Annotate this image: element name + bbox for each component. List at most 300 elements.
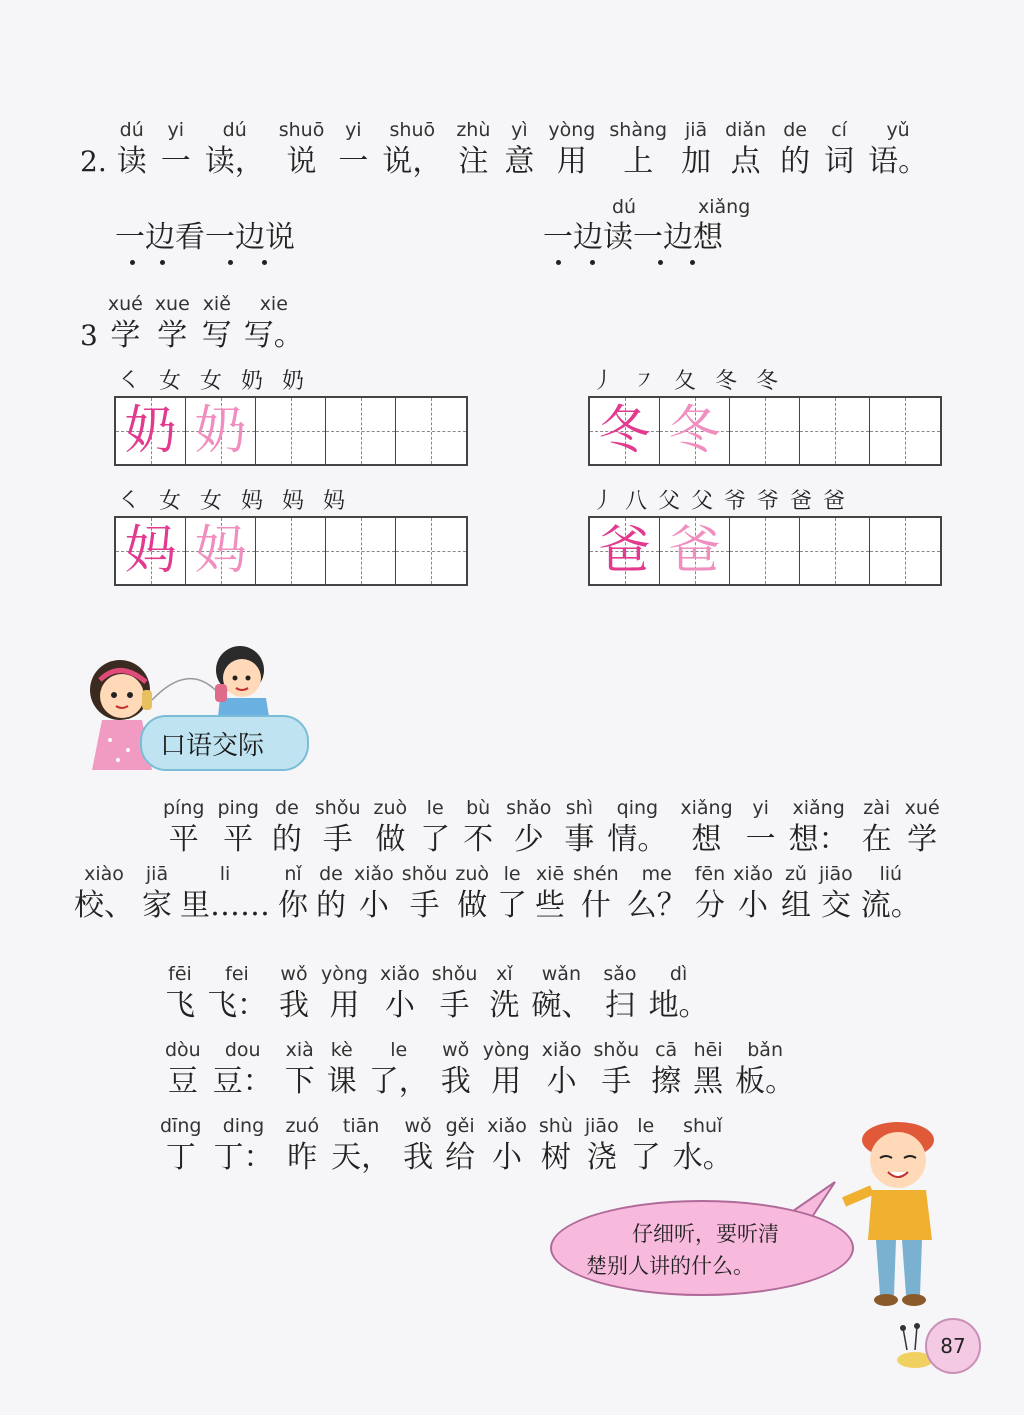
pinyin-hanzi-unit (535, 862, 565, 926)
pinyin-hanzi-unit (161, 118, 191, 182)
pinyin-hanzi-unit (374, 796, 408, 860)
pinyin: shǒu (431, 963, 478, 985)
hanzi: 注 (458, 144, 489, 179)
pinyin: wǒ (280, 963, 308, 985)
pinyin: le (503, 863, 521, 885)
grid-cell[interactable] (396, 518, 466, 584)
pinyin-hanzi-unit (272, 796, 302, 860)
hanzi: 做 (457, 888, 488, 923)
pinyin-hanzi-unit (868, 118, 928, 182)
pinyin-hanzi-unit (585, 1114, 619, 1178)
hanzi: 分 (694, 888, 725, 923)
hanzi: 给 (445, 1140, 476, 1175)
hanzi: 树 (540, 1140, 571, 1175)
hanzi: 语。 (868, 144, 929, 179)
pinyin: gěi (445, 1115, 475, 1137)
pinyin: xiǎo (733, 863, 773, 885)
pinyin: xue (154, 293, 190, 315)
pinyin-xiang: xiǎng (698, 196, 751, 218)
pinyin-hanzi-unit (548, 118, 595, 182)
pinyin: xiào (84, 863, 124, 885)
grid-cell[interactable] (256, 398, 326, 464)
pinyin: píng (163, 797, 205, 819)
pinyin: li (219, 863, 231, 885)
trace-char: 冬 (668, 401, 721, 461)
hanzi: 学 (907, 822, 938, 857)
hanzi: 手 (322, 822, 353, 857)
pinyin: xiǎng (792, 797, 845, 819)
grid-cell (660, 518, 730, 584)
pinyin-hanzi-unit (382, 118, 442, 182)
pinyin-hanzi-unit (487, 1114, 527, 1178)
q3-number: 3 (80, 319, 98, 352)
trace-char: 奶 (194, 401, 247, 461)
pinyin: xiǎo (487, 1115, 527, 1137)
pinyin-hanzi-unit (74, 862, 134, 926)
pinyin: bǎn (747, 1039, 783, 1061)
pinyin-hanzi-unit (354, 862, 394, 926)
pinyin-hanzi-unit (369, 1038, 429, 1102)
pinyin: dú (222, 119, 247, 141)
hanzi: 用 (556, 144, 587, 179)
pinyin: de (783, 119, 807, 141)
pinyin-hanzi-unit (781, 862, 811, 926)
emphasis-dot (658, 260, 663, 265)
pinyin: shì (565, 797, 593, 819)
pinyin: xiē (535, 863, 565, 885)
grid-cell[interactable] (326, 398, 396, 464)
pinyin: yòng (482, 1039, 530, 1061)
pinyin: xué (904, 797, 940, 819)
grid-cell (116, 518, 186, 584)
pinyin: jiāo (818, 863, 853, 885)
phrase-look-say: 一边看一边说 (115, 220, 295, 255)
pinyin-hanzi-unit (905, 796, 940, 860)
emphasis-dot (160, 260, 165, 265)
pinyin-hanzi-unit (338, 118, 368, 182)
pinyin: zài (863, 797, 891, 819)
hanzi: 扫 (604, 988, 635, 1023)
grid-cell (186, 398, 256, 464)
hanzi: 一 (160, 144, 191, 179)
hanzi: 洗 (489, 988, 520, 1023)
writing-grid-dong (588, 396, 942, 466)
pinyin-hanzi-unit (725, 118, 766, 182)
dialog-feifei (165, 962, 721, 1026)
pinyin: shàng (609, 119, 668, 141)
pinyin: yǔ (886, 119, 910, 141)
hanzi: 我 (440, 1064, 471, 1099)
pinyin-hanzi-unit (165, 962, 195, 1026)
trace-char: 妈 (194, 521, 247, 581)
grid-cell (590, 398, 660, 464)
hanzi: 小 (358, 888, 389, 923)
stroke-order-dong: 丿 ㇇ 夂 冬 冬 (592, 369, 784, 394)
pinyin-hanzi-unit (163, 796, 204, 860)
hanzi: 交 (820, 888, 851, 923)
pinyin-hanzi-unit (497, 862, 527, 926)
pinyin: xiǎng (680, 797, 733, 819)
pinyin: shǒu (401, 863, 448, 885)
pinyin-hanzi-unit (321, 962, 368, 1026)
pinyin: sǎo (603, 963, 637, 985)
pinyin-hanzi-unit (445, 1114, 475, 1178)
pinyin: dou (224, 1039, 261, 1061)
pinyin: zuó (285, 1115, 320, 1137)
pinyin-hanzi-unit (456, 118, 490, 182)
pinyin: shuǐ (683, 1115, 723, 1137)
paragraph-line-1 (163, 796, 953, 860)
phrase-read-think: 一边读一边想 (543, 220, 723, 255)
q2-number: 2. (80, 145, 107, 178)
emphasis-dot (228, 260, 233, 265)
pinyin: me (641, 863, 672, 885)
pinyin: dīng (160, 1115, 202, 1137)
pinyin-hanzi-unit (631, 1114, 661, 1178)
stroke-order-nai: ㇛ 女 女 奶 奶 (118, 369, 310, 394)
pinyin-hanzi-unit (862, 796, 892, 860)
pinyin-hanzi-unit (680, 796, 732, 860)
hanzi: 写 (201, 318, 232, 353)
pinyin: yòng (321, 963, 368, 985)
pinyin-hanzi-unit (202, 292, 232, 356)
hanzi: 里…… (180, 888, 270, 923)
pinyin-hanzi-unit (331, 1114, 391, 1178)
pinyin: fei (225, 963, 249, 985)
pinyin: jiā (145, 863, 169, 885)
pinyin-hanzi-unit (733, 862, 773, 926)
pinyin: zuò (455, 863, 490, 885)
pinyin-hanzi-unit (108, 292, 143, 356)
pinyin-hanzi-unit (380, 962, 420, 1026)
hanzi: 上 (623, 144, 654, 179)
pinyin: shǒu (314, 797, 361, 819)
pinyin-hanzi-unit (609, 118, 667, 182)
pinyin: de (319, 863, 343, 885)
pinyin-hanzi-unit (180, 862, 270, 926)
hanzi: 说， (382, 144, 443, 179)
pinyin: xie (259, 293, 288, 315)
emphasis-dot (262, 260, 267, 265)
pinyin: jiāo (584, 1115, 619, 1137)
model-char: 爸 (598, 521, 651, 581)
pinyin-hanzi-unit (542, 1038, 582, 1102)
pinyin-hanzi-unit (681, 118, 711, 182)
hanzi: 少 (513, 822, 544, 857)
pinyin: bù (466, 797, 491, 819)
pinyin-hanzi-unit (627, 862, 687, 926)
q3-instruction (80, 292, 316, 356)
pinyin-hanzi-unit (455, 862, 489, 926)
hanzi: 的 (316, 888, 346, 923)
grid-cell[interactable] (326, 518, 396, 584)
hanzi: 丁： (213, 1140, 274, 1175)
pinyin-hanzi-unit (594, 1038, 640, 1102)
pinyin: zuò (373, 797, 408, 819)
pinyin-hanzi-unit (504, 118, 534, 182)
hanzi: 点 (730, 144, 761, 179)
hanzi: 么？ (626, 888, 687, 923)
pinyin: shù (538, 1115, 573, 1137)
pinyin: shǒu (593, 1039, 640, 1061)
writing-grid-nai (114, 396, 468, 466)
pinyin-hanzi-unit (861, 862, 921, 926)
pinyin-hanzi-unit (279, 962, 309, 1026)
hanzi: 一 (745, 822, 776, 857)
grid-cell (186, 518, 256, 584)
pinyin-hanzi-unit (279, 118, 325, 182)
pinyin-hanzi-unit (244, 292, 304, 356)
hanzi: 水。 (672, 1140, 733, 1175)
hanzi: 板。 (735, 1064, 796, 1099)
hanzi: 读 (116, 144, 147, 179)
hanzi: 碗、 (531, 988, 592, 1023)
section-title: 口语交际 (160, 731, 265, 761)
pinyin: shuō (278, 119, 325, 141)
pinyin-hanzi-unit (673, 1114, 733, 1178)
hanzi: 小 (384, 988, 415, 1023)
grid-cell[interactable] (800, 518, 870, 584)
pinyin: shǎo (506, 797, 552, 819)
pinyin-hanzi-unit (213, 1038, 273, 1102)
pinyin: dì (669, 963, 688, 985)
hanzi: 流。 (860, 888, 921, 923)
pinyin: diǎn (725, 119, 767, 141)
hanzi: 想 (691, 822, 722, 857)
page-number: 87 (925, 1318, 981, 1374)
hanzi: 擦 (651, 1064, 682, 1099)
pinyin-hanzi-unit (403, 1114, 433, 1178)
pinyin: zhù (456, 119, 491, 141)
hanzi: 了 (497, 888, 528, 923)
hanzi: 下 (284, 1064, 315, 1099)
pinyin-hanzi-unit (649, 962, 709, 1026)
hanzi: 的 (780, 144, 811, 179)
pinyin-hanzi-unit (824, 118, 854, 182)
pinyin: shuō (389, 119, 436, 141)
hanzi: 手 (409, 888, 440, 923)
hanzi: 校、 (74, 888, 134, 923)
pinyin-hanzi-unit (285, 1038, 315, 1102)
bubble-line-1: 仔细听，要听清 (632, 1222, 779, 1246)
dialog-doudou (165, 1038, 807, 1102)
pinyin: xià (285, 1039, 314, 1061)
pinyin-hanzi-unit (165, 1038, 201, 1102)
pinyin: de (275, 797, 299, 819)
pinyin: xiǎo (541, 1039, 582, 1061)
pinyin-hanzi-unit (489, 962, 519, 1026)
hanzi: 事 (564, 822, 595, 857)
hanzi: 加 (681, 144, 712, 179)
pinyin-hanzi-unit (278, 862, 308, 926)
hanzi: 飞 (165, 988, 195, 1023)
model-char: 妈 (124, 521, 177, 581)
pinyin-hanzi-unit (789, 796, 849, 860)
pinyin: xǐ (496, 963, 513, 985)
pinyin: xiě (202, 293, 231, 315)
pinyin-hanzi-unit (780, 118, 810, 182)
pinyin-hanzi-unit (420, 796, 450, 860)
pinyin-hanzi-unit (819, 862, 853, 926)
hanzi: 的 (271, 822, 302, 857)
hanzi: 我 (403, 1140, 434, 1175)
hanzi: 豆 (167, 1064, 198, 1099)
pinyin: liú (879, 863, 903, 885)
pinyin-hanzi-unit (607, 796, 667, 860)
emphasis-dot (130, 260, 135, 265)
dialog-dingding (160, 1114, 745, 1178)
pinyin: jiā (684, 119, 708, 141)
pinyin-hanzi-unit (651, 1038, 681, 1102)
hanzi: 小 (546, 1064, 577, 1099)
pinyin-du: dú (612, 196, 637, 218)
hanzi: 词 (824, 144, 855, 179)
pinyin: yi (345, 119, 362, 141)
pinyin: xué (107, 293, 143, 315)
pinyin-hanzi-unit (695, 862, 725, 926)
emphasis-dot (590, 260, 595, 265)
hanzi: 用 (491, 1064, 522, 1099)
pinyin: wǒ (404, 1115, 432, 1137)
pinyin-hanzi-unit (564, 796, 594, 860)
pinyin-hanzi-unit (441, 1038, 471, 1102)
q2-instruction (80, 118, 942, 182)
grid-cell[interactable] (730, 518, 800, 584)
hanzi: 了， (368, 1064, 429, 1099)
hanzi: 读， (204, 144, 265, 179)
pinyin: tiān (342, 1115, 380, 1137)
pinyin-hanzi-unit (402, 862, 448, 926)
pinyin-hanzi-unit (213, 1114, 273, 1178)
model-char: 奶 (124, 401, 177, 461)
pinyin-hanzi-unit (316, 862, 346, 926)
pinyin-hanzi-unit (603, 962, 636, 1026)
pinyin: hēi (693, 1039, 723, 1061)
grid-cell[interactable] (870, 398, 940, 464)
hanzi: 不 (463, 822, 494, 857)
pinyin: dú (119, 119, 144, 141)
grid-cell[interactable] (870, 518, 940, 584)
stroke-order-ma: ㇛ 女 女 妈 妈 妈 (118, 489, 351, 514)
emphasis-dot (556, 260, 561, 265)
writing-grid-ba (588, 516, 942, 586)
hanzi: 昨 (287, 1140, 318, 1175)
hanzi: 了 (420, 822, 451, 857)
pinyin: ping (217, 797, 259, 819)
pinyin: xiǎo (379, 963, 420, 985)
hanzi: 了 (630, 1140, 661, 1175)
pinyin: ding (222, 1115, 265, 1137)
pinyin: cí (831, 119, 847, 141)
section-banner (140, 715, 309, 771)
hanzi: 小 (738, 888, 769, 923)
pinyin-hanzi-unit (531, 962, 591, 1026)
pinyin: qing (616, 797, 659, 819)
pinyin-hanzi-unit (573, 862, 619, 926)
pinyin: le (426, 797, 444, 819)
pinyin-hanzi-unit (735, 1038, 795, 1102)
pinyin-hanzi-unit (117, 118, 147, 182)
pinyin: fēn (694, 863, 726, 885)
pinyin: kè (330, 1039, 353, 1061)
grid-cell[interactable] (730, 398, 800, 464)
hanzi: 用 (329, 988, 360, 1023)
writing-grid-ma (114, 516, 468, 586)
hanzi: 意 (504, 144, 535, 179)
pinyin-hanzi-unit (539, 1114, 573, 1178)
hanzi: 地。 (648, 988, 709, 1023)
bubble-line-2: 楚别人讲的什么。 (586, 1254, 754, 1278)
hanzi: 家 (142, 888, 172, 923)
hanzi: 在 (861, 822, 892, 857)
pinyin: le (390, 1039, 408, 1061)
hanzi: 丁 (165, 1140, 196, 1175)
emphasis-dot (690, 260, 695, 265)
pinyin: zǔ (784, 863, 807, 885)
stroke-order-ba: 丿 八 父 父 爷 爷 爸 爸 (592, 489, 847, 514)
pinyin: dòu (165, 1039, 201, 1061)
hanzi: 你 (278, 888, 308, 923)
hanzi: 学 (110, 318, 141, 353)
hanzi: 什 (580, 888, 611, 923)
hanzi: 手 (601, 1064, 632, 1099)
hanzi: 一 (338, 144, 369, 179)
hanzi: 组 (780, 888, 811, 923)
pinyin: yi (167, 119, 184, 141)
hanzi: 课 (326, 1064, 357, 1099)
pinyin-hanzi-unit (160, 1114, 201, 1178)
pinyin: nǐ (284, 863, 302, 885)
grid-cell (590, 518, 660, 584)
hanzi: 做 (375, 822, 406, 857)
hanzi: 天， (331, 1140, 392, 1175)
pinyin: shén (573, 863, 619, 885)
paragraph-line-2 (74, 862, 929, 926)
model-char: 冬 (598, 401, 651, 461)
grid-cell (116, 398, 186, 464)
pinyin: le (637, 1115, 655, 1137)
pinyin-hanzi-unit (463, 796, 493, 860)
hanzi: 小 (491, 1140, 522, 1175)
pinyin-hanzi-unit (432, 962, 478, 1026)
pinyin: yì (511, 119, 528, 141)
hanzi: 浇 (586, 1140, 617, 1175)
hanzi: 学 (157, 318, 188, 353)
hanzi: 想： (788, 822, 849, 857)
grid-cell[interactable] (396, 398, 466, 464)
pinyin: fēi (168, 963, 192, 985)
hanzi: 我 (279, 988, 309, 1023)
pinyin-hanzi-unit (207, 962, 267, 1026)
hanzi: 豆： (212, 1064, 273, 1099)
hanzi: 写。 (243, 318, 304, 353)
pinyin-hanzi-unit (315, 796, 361, 860)
hanzi: 飞： (207, 988, 267, 1023)
pinyin-hanzi-unit (693, 1038, 723, 1102)
grid-cell[interactable] (256, 518, 326, 584)
pinyin-hanzi-unit (285, 1114, 319, 1178)
pinyin-hanzi-unit (142, 862, 172, 926)
hanzi: 平 (223, 822, 254, 857)
pinyin-hanzi-unit (506, 796, 551, 860)
trace-char: 爸 (668, 521, 721, 581)
grid-cell[interactable] (800, 398, 870, 464)
hanzi: 黑 (693, 1064, 724, 1099)
pinyin-hanzi-unit (483, 1038, 530, 1102)
pinyin: xiǎo (354, 863, 394, 885)
pinyin-hanzi-unit (155, 292, 190, 356)
hanzi: 手 (439, 988, 470, 1023)
